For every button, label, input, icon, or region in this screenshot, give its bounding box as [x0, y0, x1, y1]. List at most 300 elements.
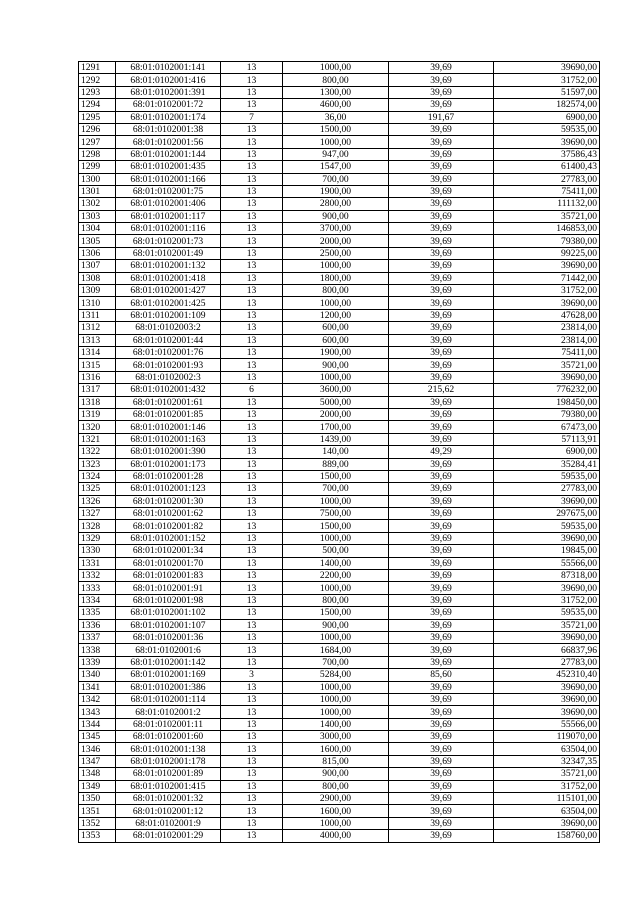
area-cell: 889,00	[283, 458, 389, 470]
area-cell: 1600,00	[283, 743, 389, 755]
rate-cell: 39,69	[389, 495, 494, 507]
area-cell: 1000,00	[283, 297, 389, 309]
row-number-cell: 1350	[79, 793, 116, 805]
code-cell: 13	[221, 346, 283, 358]
rate-cell: 39,69	[389, 731, 494, 743]
cadastral-number-cell: 68:01:0102001:169	[116, 669, 221, 681]
row-number-cell: 1319	[79, 408, 116, 420]
amount-cell: 61400,43	[494, 161, 600, 173]
row-number-cell: 1306	[79, 247, 116, 259]
row-number-cell: 1347	[79, 755, 116, 767]
amount-cell: 63504,00	[494, 805, 600, 817]
cadastral-number-cell: 68:01:0102001:386	[116, 681, 221, 693]
table-row	[79, 396, 600, 408]
rate-cell: 39,69	[389, 644, 494, 656]
rate-cell: 39,69	[389, 458, 494, 470]
code-cell: 13	[221, 545, 283, 557]
area-cell: 2200,00	[283, 570, 389, 582]
code-cell: 13	[221, 718, 283, 730]
code-cell: 13	[221, 470, 283, 482]
table-row	[79, 545, 600, 557]
area-cell: 36,00	[283, 111, 389, 123]
area-cell: 1000,00	[283, 706, 389, 718]
amount-cell: 39690,00	[494, 681, 600, 693]
table-row	[79, 582, 600, 594]
area-cell: 500,00	[283, 545, 389, 557]
code-cell: 13	[221, 582, 283, 594]
area-cell: 1000,00	[283, 532, 389, 544]
rate-cell: 39,69	[389, 272, 494, 284]
row-number-cell: 1338	[79, 644, 116, 656]
amount-cell: 75411,00	[494, 346, 600, 358]
cadastral-number-cell: 68:01:0102001:107	[116, 619, 221, 631]
row-number-cell: 1310	[79, 297, 116, 309]
table-row	[79, 123, 600, 135]
rate-cell: 39,69	[389, 62, 494, 74]
row-number-cell: 1331	[79, 557, 116, 569]
table-row	[79, 99, 600, 111]
code-cell: 13	[221, 148, 283, 160]
table-row	[79, 148, 600, 160]
row-number-cell: 1325	[79, 483, 116, 495]
area-cell: 1200,00	[283, 309, 389, 321]
rate-cell: 39,69	[389, 136, 494, 148]
table-row	[79, 693, 600, 705]
cadastral-number-cell: 68:01:0102001:406	[116, 198, 221, 210]
table-row	[79, 297, 600, 309]
table-row	[79, 74, 600, 86]
cadastral-number-cell: 68:01:0102001:38	[116, 123, 221, 135]
table-row	[79, 631, 600, 643]
row-number-cell: 1343	[79, 706, 116, 718]
cadastral-number-cell: 68:01:0102001:91	[116, 582, 221, 594]
cadastral-number-cell: 68:01:0102001:12	[116, 805, 221, 817]
table-row	[79, 421, 600, 433]
area-cell: 1500,00	[283, 607, 389, 619]
row-number-cell: 1321	[79, 433, 116, 445]
cadastral-number-cell: 68:01:0102001:138	[116, 743, 221, 755]
table-row	[79, 408, 600, 420]
row-number-cell: 1342	[79, 693, 116, 705]
area-cell: 2500,00	[283, 247, 389, 259]
cadastral-number-cell: 68:01:0102001:109	[116, 309, 221, 321]
cadastral-number-cell: 68:01:0102001:416	[116, 74, 221, 86]
code-cell: 7	[221, 111, 283, 123]
amount-cell: 27783,00	[494, 483, 600, 495]
area-cell: 900,00	[283, 359, 389, 371]
area-cell: 900,00	[283, 768, 389, 780]
cadastral-number-cell: 68:01:0102001:117	[116, 210, 221, 222]
rate-cell: 39,69	[389, 235, 494, 247]
cadastral-number-cell: 68:01:0102001:60	[116, 731, 221, 743]
area-cell: 1000,00	[283, 681, 389, 693]
row-number-cell: 1320	[79, 421, 116, 433]
rate-cell: 39,69	[389, 74, 494, 86]
rate-cell: 39,69	[389, 718, 494, 730]
code-cell: 13	[221, 793, 283, 805]
code-cell: 13	[221, 631, 283, 643]
table-row	[79, 681, 600, 693]
amount-cell: 39690,00	[494, 495, 600, 507]
row-number-cell: 1298	[79, 148, 116, 160]
amount-cell: 51597,00	[494, 86, 600, 98]
amount-cell: 39690,00	[494, 260, 600, 272]
amount-cell: 79380,00	[494, 235, 600, 247]
rate-cell: 39,69	[389, 309, 494, 321]
rate-cell: 39,69	[389, 582, 494, 594]
cadastral-number-cell: 68:01:0102001:102	[116, 607, 221, 619]
area-cell: 1000,00	[283, 136, 389, 148]
rate-cell: 39,69	[389, 768, 494, 780]
amount-cell: 31752,00	[494, 594, 600, 606]
area-cell: 1300,00	[283, 86, 389, 98]
cadastral-number-cell: 68:01:0102001:29	[116, 830, 221, 842]
amount-cell: 35721,00	[494, 210, 600, 222]
amount-cell: 23814,00	[494, 322, 600, 334]
row-number-cell: 1340	[79, 669, 116, 681]
cadastral-number-cell: 68:01:0102001:11	[116, 718, 221, 730]
table-row	[79, 532, 600, 544]
area-cell: 5000,00	[283, 396, 389, 408]
amount-cell: 31752,00	[494, 74, 600, 86]
row-number-cell: 1329	[79, 532, 116, 544]
code-cell: 13	[221, 693, 283, 705]
code-cell: 13	[221, 731, 283, 743]
amount-cell: 182574,00	[494, 99, 600, 111]
area-cell: 600,00	[283, 322, 389, 334]
area-cell: 800,00	[283, 594, 389, 606]
table-row	[79, 136, 600, 148]
table-row	[79, 470, 600, 482]
code-cell: 13	[221, 656, 283, 668]
amount-cell: 59535,00	[494, 520, 600, 532]
cadastral-number-cell: 68:01:0102001:2	[116, 706, 221, 718]
rate-cell: 39,69	[389, 743, 494, 755]
code-cell: 13	[221, 272, 283, 284]
cadastral-number-cell: 68:01:0102001:144	[116, 148, 221, 160]
rate-cell: 39,69	[389, 557, 494, 569]
rate-cell: 39,69	[389, 545, 494, 557]
cadastral-number-cell: 68:01:0102001:142	[116, 656, 221, 668]
code-cell: 3	[221, 669, 283, 681]
amount-cell: 39690,00	[494, 532, 600, 544]
rate-cell: 39,69	[389, 86, 494, 98]
cadastral-number-cell: 68:01:0102001:36	[116, 631, 221, 643]
row-number-cell: 1353	[79, 830, 116, 842]
amount-cell: 6900,00	[494, 446, 600, 458]
amount-cell: 39690,00	[494, 297, 600, 309]
cadastral-number-cell: 68:01:0102001:6	[116, 644, 221, 656]
amount-cell: 27783,00	[494, 173, 600, 185]
cadastral-number-cell: 68:01:0102001:98	[116, 594, 221, 606]
cadastral-number-cell: 68:01:0102001:56	[116, 136, 221, 148]
row-number-cell: 1323	[79, 458, 116, 470]
area-cell: 800,00	[283, 780, 389, 792]
rate-cell: 39,69	[389, 161, 494, 173]
cadastral-number-cell: 68:01:0102001:49	[116, 247, 221, 259]
amount-cell: 23814,00	[494, 334, 600, 346]
area-cell: 1000,00	[283, 495, 389, 507]
code-cell: 13	[221, 644, 283, 656]
area-cell: 1400,00	[283, 557, 389, 569]
code-cell: 13	[221, 198, 283, 210]
code-cell: 13	[221, 334, 283, 346]
area-cell: 1800,00	[283, 272, 389, 284]
code-cell: 13	[221, 309, 283, 321]
cadastral-number-cell: 68:01:0102002:3	[116, 371, 221, 383]
area-cell: 600,00	[283, 334, 389, 346]
area-cell: 1684,00	[283, 644, 389, 656]
rate-cell: 85,60	[389, 669, 494, 681]
rate-cell: 39,69	[389, 359, 494, 371]
code-cell: 13	[221, 260, 283, 272]
code-cell: 13	[221, 508, 283, 520]
cadastral-number-cell: 68:01:0102001:85	[116, 408, 221, 420]
code-cell: 13	[221, 247, 283, 259]
cadastral-number-cell: 68:01:0102001:89	[116, 768, 221, 780]
table-row	[79, 619, 600, 631]
rate-cell: 191,67	[389, 111, 494, 123]
area-cell: 1500,00	[283, 520, 389, 532]
rate-cell: 39,69	[389, 805, 494, 817]
cadastral-number-cell: 68:01:0102001:62	[116, 508, 221, 520]
rate-cell: 39,69	[389, 223, 494, 235]
row-number-cell: 1334	[79, 594, 116, 606]
rate-cell: 39,69	[389, 607, 494, 619]
code-cell: 13	[221, 780, 283, 792]
row-number-cell: 1295	[79, 111, 116, 123]
table-row	[79, 508, 600, 520]
cadastral-number-cell: 68:01:0102001:132	[116, 260, 221, 272]
cadastral-number-cell: 68:01:0102001:415	[116, 780, 221, 792]
amount-cell: 35721,00	[494, 768, 600, 780]
amount-cell: 59535,00	[494, 123, 600, 135]
row-number-cell: 1328	[79, 520, 116, 532]
code-cell: 13	[221, 520, 283, 532]
rate-cell: 39,69	[389, 594, 494, 606]
table-row	[79, 247, 600, 259]
cadastral-number-cell: 68:01:0102001:432	[116, 384, 221, 396]
area-cell: 700,00	[283, 173, 389, 185]
cadastral-number-cell: 68:01:0102001:72	[116, 99, 221, 111]
rate-cell: 39,69	[389, 780, 494, 792]
area-cell: 3700,00	[283, 223, 389, 235]
table-row	[79, 62, 600, 74]
amount-cell: 39690,00	[494, 631, 600, 643]
area-cell: 1900,00	[283, 185, 389, 197]
row-number-cell: 1316	[79, 371, 116, 383]
area-cell: 1600,00	[283, 805, 389, 817]
row-number-cell: 1296	[79, 123, 116, 135]
amount-cell: 31752,00	[494, 780, 600, 792]
amount-cell: 55566,00	[494, 557, 600, 569]
table-row	[79, 483, 600, 495]
row-number-cell: 1332	[79, 570, 116, 582]
area-cell: 1439,00	[283, 433, 389, 445]
table-row	[79, 644, 600, 656]
code-cell: 13	[221, 161, 283, 173]
cadastral-number-cell: 68:01:0102001:141	[116, 62, 221, 74]
amount-cell: 39690,00	[494, 371, 600, 383]
code-cell: 13	[221, 285, 283, 297]
rate-cell: 39,69	[389, 285, 494, 297]
table-row	[79, 173, 600, 185]
table-row	[79, 161, 600, 173]
table-row	[79, 260, 600, 272]
area-cell: 1000,00	[283, 631, 389, 643]
row-number-cell: 1305	[79, 235, 116, 247]
amount-cell: 115101,00	[494, 793, 600, 805]
amount-cell: 452310,40	[494, 669, 600, 681]
rate-cell: 39,69	[389, 520, 494, 532]
amount-cell: 39690,00	[494, 582, 600, 594]
code-cell: 13	[221, 594, 283, 606]
amount-cell: 79380,00	[494, 408, 600, 420]
code-cell: 13	[221, 830, 283, 842]
amount-cell: 39690,00	[494, 817, 600, 829]
rate-cell: 39,69	[389, 346, 494, 358]
area-cell: 1400,00	[283, 718, 389, 730]
area-cell: 900,00	[283, 210, 389, 222]
rate-cell: 39,69	[389, 631, 494, 643]
table-row	[79, 210, 600, 222]
rate-cell: 39,69	[389, 433, 494, 445]
row-number-cell: 1337	[79, 631, 116, 643]
area-cell: 800,00	[283, 74, 389, 86]
table-row	[79, 669, 600, 681]
rate-cell: 49,29	[389, 446, 494, 458]
amount-cell: 47628,00	[494, 309, 600, 321]
table-row	[79, 334, 600, 346]
code-cell: 13	[221, 62, 283, 74]
table-row	[79, 780, 600, 792]
amount-cell: 158760,00	[494, 830, 600, 842]
rate-cell: 39,69	[389, 532, 494, 544]
cadastral-number-cell: 68:01:0102001:76	[116, 346, 221, 358]
area-cell: 1000,00	[283, 817, 389, 829]
cadastral-number-cell: 68:01:0102001:425	[116, 297, 221, 309]
cadastral-number-cell: 68:01:0102001:61	[116, 396, 221, 408]
row-number-cell: 1312	[79, 322, 116, 334]
amount-cell: 39690,00	[494, 693, 600, 705]
amount-cell: 75411,00	[494, 185, 600, 197]
table-row	[79, 495, 600, 507]
amount-cell: 776232,00	[494, 384, 600, 396]
code-cell: 13	[221, 421, 283, 433]
table-row	[79, 731, 600, 743]
cadastral-number-cell: 68:01:0102001:70	[116, 557, 221, 569]
row-number-cell: 1317	[79, 384, 116, 396]
amount-cell: 55566,00	[494, 718, 600, 730]
code-cell: 13	[221, 768, 283, 780]
table-row	[79, 223, 600, 235]
amount-cell: 35721,00	[494, 619, 600, 631]
row-number-cell: 1352	[79, 817, 116, 829]
amount-cell: 27783,00	[494, 656, 600, 668]
area-cell: 1000,00	[283, 371, 389, 383]
table-row	[79, 322, 600, 334]
rate-cell: 39,69	[389, 793, 494, 805]
area-cell: 2900,00	[283, 793, 389, 805]
rate-cell: 39,69	[389, 371, 494, 383]
code-cell: 13	[221, 396, 283, 408]
row-number-cell: 1336	[79, 619, 116, 631]
cadastral-number-cell: 68:01:0102001:114	[116, 693, 221, 705]
row-number-cell: 1291	[79, 62, 116, 74]
area-cell: 7500,00	[283, 508, 389, 520]
table-row	[79, 830, 600, 842]
rate-cell: 39,69	[389, 210, 494, 222]
rate-cell: 39,69	[389, 148, 494, 160]
code-cell: 13	[221, 570, 283, 582]
code-cell: 13	[221, 433, 283, 445]
cadastral-number-cell: 68:01:0102001:93	[116, 359, 221, 371]
rate-cell: 39,69	[389, 334, 494, 346]
table-row	[79, 272, 600, 284]
row-number-cell: 1322	[79, 446, 116, 458]
amount-cell: 39690,00	[494, 706, 600, 718]
row-number-cell: 1293	[79, 86, 116, 98]
code-cell: 13	[221, 607, 283, 619]
rate-cell: 39,69	[389, 656, 494, 668]
cadastral-number-cell: 68:01:0102001:418	[116, 272, 221, 284]
code-cell: 13	[221, 223, 283, 235]
area-cell: 815,00	[283, 755, 389, 767]
code-cell: 13	[221, 619, 283, 631]
table-row	[79, 743, 600, 755]
row-number-cell: 1313	[79, 334, 116, 346]
code-cell: 13	[221, 359, 283, 371]
amount-cell: 59535,00	[494, 607, 600, 619]
cadastral-number-cell: 68:01:0102001:174	[116, 111, 221, 123]
cadastral-number-cell: 68:01:0102001:173	[116, 458, 221, 470]
table-row	[79, 817, 600, 829]
code-cell: 6	[221, 384, 283, 396]
rate-cell: 39,69	[389, 297, 494, 309]
rate-cell: 39,69	[389, 123, 494, 135]
table-row	[79, 285, 600, 297]
area-cell: 947,00	[283, 148, 389, 160]
amount-cell: 37586,43	[494, 148, 600, 160]
area-cell: 2800,00	[283, 198, 389, 210]
table-row	[79, 607, 600, 619]
rate-cell: 39,69	[389, 408, 494, 420]
amount-cell: 59535,00	[494, 470, 600, 482]
amount-cell: 87318,00	[494, 570, 600, 582]
code-cell: 13	[221, 557, 283, 569]
table-row	[79, 768, 600, 780]
table-row	[79, 371, 600, 383]
amount-cell: 71442,00	[494, 272, 600, 284]
amount-cell: 67473,00	[494, 421, 600, 433]
row-number-cell: 1344	[79, 718, 116, 730]
row-number-cell: 1308	[79, 272, 116, 284]
code-cell: 13	[221, 743, 283, 755]
row-number-cell: 1302	[79, 198, 116, 210]
table-row	[79, 594, 600, 606]
row-number-cell: 1294	[79, 99, 116, 111]
cadastral-number-cell: 68:01:0102001:83	[116, 570, 221, 582]
row-number-cell: 1299	[79, 161, 116, 173]
row-number-cell: 1315	[79, 359, 116, 371]
area-cell: 1900,00	[283, 346, 389, 358]
code-cell: 13	[221, 706, 283, 718]
area-cell: 1000,00	[283, 693, 389, 705]
rate-cell: 39,69	[389, 396, 494, 408]
amount-cell: 146853,00	[494, 223, 600, 235]
area-cell: 3600,00	[283, 384, 389, 396]
area-cell: 1000,00	[283, 260, 389, 272]
